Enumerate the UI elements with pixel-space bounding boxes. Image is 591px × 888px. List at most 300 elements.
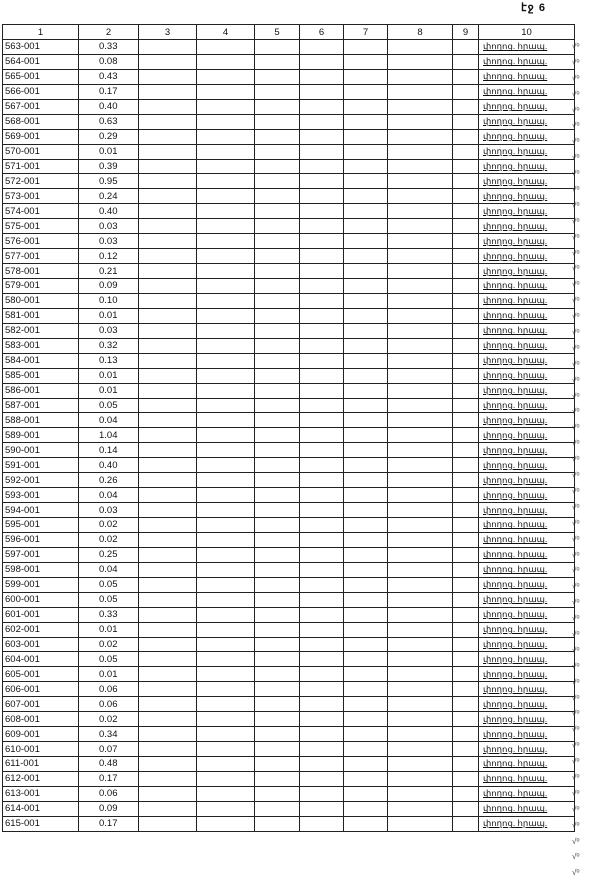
empty-cell	[344, 383, 388, 398]
margin-check-mark: √⁰	[572, 629, 580, 639]
parcel-id-cell: 577-001	[3, 249, 79, 264]
empty-cell	[255, 204, 300, 219]
margin-check-mark: √⁰	[572, 550, 580, 560]
header-row	[3, 25, 575, 40]
empty-cell	[197, 562, 255, 577]
usage-note-cell: փողոց. հրապ.	[479, 816, 575, 831]
margin-check-mark: √⁰	[572, 836, 580, 846]
empty-cell	[139, 712, 197, 727]
empty-cell	[255, 458, 300, 473]
table-row	[3, 473, 575, 488]
empty-cell	[197, 40, 255, 55]
empty-cell	[197, 727, 255, 742]
empty-cell	[300, 577, 344, 592]
parcel-id-cell: 611-001	[3, 757, 79, 772]
empty-cell	[139, 637, 197, 652]
area-value-cell: 0.05	[79, 592, 139, 607]
empty-cell	[344, 54, 388, 69]
margin-check-mark: √⁰	[572, 312, 580, 322]
area-value-cell: 0.04	[79, 413, 139, 428]
area-value-cell: 0.05	[79, 398, 139, 413]
parcel-id-cell: 579-001	[3, 279, 79, 294]
usage-note-cell: փողոց. հրապ.	[479, 443, 575, 458]
empty-cell	[344, 607, 388, 622]
empty-cell	[197, 54, 255, 69]
empty-cell	[453, 712, 479, 727]
usage-note-cell: փողոց. հրապ.	[479, 54, 575, 69]
table-row	[3, 308, 575, 323]
parcel-id-cell: 566-001	[3, 84, 79, 99]
empty-cell	[300, 84, 344, 99]
margin-check-mark: √⁰	[572, 375, 580, 385]
table-row	[3, 532, 575, 547]
empty-cell	[255, 338, 300, 353]
area-value-cell: 0.03	[79, 323, 139, 338]
area-value-cell: 0.01	[79, 368, 139, 383]
empty-cell	[344, 40, 388, 55]
area-value-cell: 0.01	[79, 308, 139, 323]
empty-cell	[388, 114, 453, 129]
table-row	[3, 219, 575, 234]
empty-cell	[388, 518, 453, 533]
empty-cell	[344, 114, 388, 129]
empty-cell	[453, 159, 479, 174]
margin-check-mark: √⁰	[572, 407, 580, 417]
land-parcel-table	[2, 24, 575, 832]
empty-cell	[388, 503, 453, 518]
empty-cell	[197, 771, 255, 786]
empty-cell	[344, 592, 388, 607]
table-row	[3, 547, 575, 562]
margin-check-mark: √⁰	[572, 693, 580, 703]
column-header-10: 10	[479, 25, 575, 40]
empty-cell	[255, 114, 300, 129]
empty-cell	[344, 264, 388, 279]
empty-cell	[344, 458, 388, 473]
empty-cell	[300, 458, 344, 473]
empty-cell	[139, 234, 197, 249]
empty-cell	[388, 801, 453, 816]
empty-cell	[388, 308, 453, 323]
empty-cell	[300, 353, 344, 368]
empty-cell	[453, 338, 479, 353]
table-row	[3, 592, 575, 607]
parcel-id-cell: 565-001	[3, 69, 79, 84]
area-value-cell: 0.10	[79, 293, 139, 308]
empty-cell	[300, 562, 344, 577]
empty-cell	[255, 428, 300, 443]
usage-note-cell: փողոց. հրապ.	[479, 622, 575, 637]
margin-check-mark: √⁰	[572, 502, 580, 512]
parcel-id-cell: 614-001	[3, 801, 79, 816]
parcel-id-cell: 563-001	[3, 40, 79, 55]
empty-cell	[300, 592, 344, 607]
empty-cell	[453, 84, 479, 99]
empty-cell	[197, 742, 255, 757]
empty-cell	[139, 368, 197, 383]
empty-cell	[344, 577, 388, 592]
table-row	[3, 383, 575, 398]
empty-cell	[255, 742, 300, 757]
margin-check-mark: √⁰	[572, 42, 580, 51]
parcel-id-cell: 594-001	[3, 503, 79, 518]
area-value-cell: 0.26	[79, 473, 139, 488]
empty-cell	[300, 413, 344, 428]
empty-cell	[255, 40, 300, 55]
margin-check-mark: √⁰	[572, 137, 580, 147]
empty-cell	[453, 293, 479, 308]
area-value-cell: 0.43	[79, 69, 139, 84]
empty-cell	[344, 547, 388, 562]
empty-cell	[139, 532, 197, 547]
parcel-id-cell: 610-001	[3, 742, 79, 757]
empty-cell	[300, 637, 344, 652]
margin-check-mark: √⁰	[572, 661, 580, 671]
empty-cell	[139, 577, 197, 592]
empty-cell	[197, 443, 255, 458]
empty-cell	[388, 40, 453, 55]
empty-cell	[139, 562, 197, 577]
table-row	[3, 323, 575, 338]
empty-cell	[388, 54, 453, 69]
margin-check-mark: √⁰	[572, 804, 580, 814]
empty-cell	[300, 144, 344, 159]
empty-cell	[300, 54, 344, 69]
empty-cell	[388, 368, 453, 383]
empty-cell	[139, 607, 197, 622]
margin-check-mark: √⁰	[572, 248, 580, 258]
empty-cell	[300, 428, 344, 443]
page-number-label: էջ 6	[521, 2, 546, 14]
parcel-id-cell: 602-001	[3, 622, 79, 637]
usage-note-cell: փողոց. հրապ.	[479, 532, 575, 547]
usage-note-cell: փողոց. հրապ.	[479, 712, 575, 727]
empty-cell	[139, 458, 197, 473]
usage-note-cell: փողոց. հրապ.	[479, 144, 575, 159]
table-row	[3, 622, 575, 637]
usage-note-cell: փողոց. հրապ.	[479, 279, 575, 294]
margin-check-mark: √⁰	[572, 741, 580, 751]
empty-cell	[344, 84, 388, 99]
empty-cell	[255, 159, 300, 174]
usage-note-cell: փողոց. հրապ.	[479, 293, 575, 308]
empty-cell	[255, 816, 300, 831]
margin-check-mark: √⁰	[572, 582, 580, 592]
table-row	[3, 443, 575, 458]
empty-cell	[453, 443, 479, 458]
empty-cell	[388, 264, 453, 279]
empty-cell	[197, 473, 255, 488]
table-row	[3, 652, 575, 667]
table-row	[3, 279, 575, 294]
empty-cell	[453, 129, 479, 144]
margin-check-mark: √⁰	[572, 57, 580, 67]
empty-cell	[453, 114, 479, 129]
empty-cell	[255, 249, 300, 264]
table-row	[3, 54, 575, 69]
usage-note-cell: փողոց. հրապ.	[479, 592, 575, 607]
margin-check-mark: √⁰	[572, 200, 580, 210]
empty-cell	[344, 398, 388, 413]
empty-cell	[255, 727, 300, 742]
table-row	[3, 458, 575, 473]
empty-cell	[344, 234, 388, 249]
empty-cell	[139, 189, 197, 204]
empty-cell	[388, 607, 453, 622]
empty-cell	[197, 458, 255, 473]
empty-cell	[300, 99, 344, 114]
area-value-cell: 0.01	[79, 622, 139, 637]
empty-cell	[388, 712, 453, 727]
parcel-id-cell: 604-001	[3, 652, 79, 667]
empty-cell	[255, 532, 300, 547]
margin-check-mark: √⁰	[572, 328, 580, 338]
table-row	[3, 801, 575, 816]
column-header-9: 9	[453, 25, 479, 40]
empty-cell	[344, 219, 388, 234]
empty-cell	[300, 264, 344, 279]
empty-cell	[453, 503, 479, 518]
empty-cell	[453, 562, 479, 577]
area-value-cell: 0.39	[79, 159, 139, 174]
empty-cell	[139, 293, 197, 308]
empty-cell	[388, 144, 453, 159]
empty-cell	[388, 727, 453, 742]
empty-cell	[453, 637, 479, 652]
area-value-cell: 0.17	[79, 816, 139, 831]
empty-cell	[300, 293, 344, 308]
area-value-cell: 0.40	[79, 204, 139, 219]
empty-cell	[255, 54, 300, 69]
area-value-cell: 0.24	[79, 189, 139, 204]
usage-note-cell: փողոց. հրապ.	[479, 69, 575, 84]
area-value-cell: 0.03	[79, 234, 139, 249]
usage-note-cell: փողոց. հրապ.	[479, 637, 575, 652]
empty-cell	[300, 129, 344, 144]
empty-cell	[453, 652, 479, 667]
empty-cell	[344, 712, 388, 727]
empty-cell	[255, 473, 300, 488]
column-header-4: 4	[197, 25, 255, 40]
area-value-cell: 0.06	[79, 697, 139, 712]
empty-cell	[300, 667, 344, 682]
empty-cell	[453, 99, 479, 114]
empty-cell	[300, 518, 344, 533]
empty-cell	[344, 413, 388, 428]
empty-cell	[139, 204, 197, 219]
empty-cell	[344, 532, 388, 547]
empty-cell	[300, 503, 344, 518]
margin-check-mark: √⁰	[572, 391, 580, 401]
empty-cell	[344, 771, 388, 786]
table-row	[3, 129, 575, 144]
parcel-id-cell: 564-001	[3, 54, 79, 69]
table-row	[3, 189, 575, 204]
usage-note-cell: փողոց. հրապ.	[479, 518, 575, 533]
empty-cell	[197, 114, 255, 129]
empty-cell	[139, 592, 197, 607]
area-value-cell: 0.12	[79, 249, 139, 264]
empty-cell	[197, 637, 255, 652]
table-row	[3, 577, 575, 592]
area-value-cell: 0.13	[79, 353, 139, 368]
empty-cell	[388, 488, 453, 503]
column-header-6: 6	[300, 25, 344, 40]
usage-note-cell: փողոց. հրապ.	[479, 84, 575, 99]
usage-note-cell: փողոց. հրապ.	[479, 547, 575, 562]
margin-check-mark: √⁰	[572, 359, 580, 369]
margin-check-mark: √⁰	[572, 296, 580, 306]
table-row	[3, 353, 575, 368]
usage-note-cell: փողոց. հրապ.	[479, 174, 575, 189]
empty-cell	[255, 622, 300, 637]
empty-cell	[255, 144, 300, 159]
area-value-cell: 0.48	[79, 757, 139, 772]
empty-cell	[388, 293, 453, 308]
empty-cell	[197, 592, 255, 607]
margin-check-mark: √⁰	[572, 534, 580, 544]
empty-cell	[453, 488, 479, 503]
usage-note-cell: փողոց. հրապ.	[479, 219, 575, 234]
empty-cell	[255, 503, 300, 518]
usage-note-cell: փողոց. հրապ.	[479, 264, 575, 279]
empty-cell	[300, 249, 344, 264]
empty-cell	[139, 801, 197, 816]
empty-cell	[255, 174, 300, 189]
margin-check-mark: √⁰	[572, 852, 580, 862]
table-row	[3, 398, 575, 413]
empty-cell	[344, 189, 388, 204]
empty-cell	[255, 786, 300, 801]
parcel-id-cell: 599-001	[3, 577, 79, 592]
empty-cell	[197, 428, 255, 443]
parcel-id-cell: 596-001	[3, 532, 79, 547]
empty-cell	[388, 413, 453, 428]
empty-cell	[139, 383, 197, 398]
empty-cell	[300, 682, 344, 697]
area-value-cell: 0.01	[79, 144, 139, 159]
empty-cell	[255, 383, 300, 398]
empty-cell	[255, 368, 300, 383]
usage-note-cell: փողոց. հրապ.	[479, 786, 575, 801]
empty-cell	[344, 682, 388, 697]
parcel-id-cell: 576-001	[3, 234, 79, 249]
empty-cell	[139, 279, 197, 294]
margin-check-mark: √⁰	[572, 105, 580, 115]
column-header-1: 1	[3, 25, 79, 40]
empty-cell	[344, 174, 388, 189]
empty-cell	[388, 443, 453, 458]
parcel-id-cell: 567-001	[3, 99, 79, 114]
area-value-cell: 0.33	[79, 607, 139, 622]
empty-cell	[197, 234, 255, 249]
usage-note-cell: փողոց. հրապ.	[479, 383, 575, 398]
empty-cell	[344, 727, 388, 742]
parcel-id-cell: 578-001	[3, 264, 79, 279]
parcel-id-cell: 584-001	[3, 353, 79, 368]
empty-cell	[197, 488, 255, 503]
empty-cell	[453, 189, 479, 204]
margin-check-mark: √⁰	[572, 185, 580, 195]
empty-cell	[453, 398, 479, 413]
empty-cell	[388, 667, 453, 682]
empty-cell	[344, 368, 388, 383]
empty-cell	[139, 40, 197, 55]
empty-cell	[255, 219, 300, 234]
empty-cell	[300, 189, 344, 204]
empty-cell	[255, 757, 300, 772]
table-row	[3, 682, 575, 697]
empty-cell	[139, 518, 197, 533]
usage-note-cell: փողոց. հրապ.	[479, 458, 575, 473]
empty-cell	[388, 786, 453, 801]
empty-cell	[453, 40, 479, 55]
empty-cell	[300, 204, 344, 219]
empty-cell	[300, 368, 344, 383]
empty-cell	[197, 144, 255, 159]
empty-cell	[255, 637, 300, 652]
empty-cell	[453, 219, 479, 234]
empty-cell	[300, 219, 344, 234]
empty-cell	[139, 428, 197, 443]
empty-cell	[197, 607, 255, 622]
table-row	[3, 368, 575, 383]
table-row	[3, 40, 575, 55]
empty-cell	[139, 264, 197, 279]
empty-cell	[300, 338, 344, 353]
empty-cell	[344, 488, 388, 503]
usage-note-cell: փողոց. հրապ.	[479, 771, 575, 786]
empty-cell	[388, 219, 453, 234]
empty-cell	[453, 428, 479, 443]
empty-cell	[388, 338, 453, 353]
empty-cell	[139, 727, 197, 742]
empty-cell	[139, 114, 197, 129]
empty-cell	[388, 234, 453, 249]
margin-check-mark: √⁰	[572, 566, 580, 576]
table-row	[3, 771, 575, 786]
empty-cell	[255, 682, 300, 697]
empty-cell	[453, 308, 479, 323]
empty-cell	[388, 757, 453, 772]
margin-check-mark: √⁰	[572, 788, 580, 798]
empty-cell	[255, 323, 300, 338]
area-value-cell: 0.06	[79, 682, 139, 697]
table-row	[3, 144, 575, 159]
empty-cell	[453, 473, 479, 488]
empty-cell	[300, 323, 344, 338]
margin-check-mark: √⁰	[572, 471, 580, 481]
empty-cell	[344, 353, 388, 368]
area-value-cell: 0.04	[79, 562, 139, 577]
empty-cell	[139, 54, 197, 69]
column-header-3: 3	[139, 25, 197, 40]
empty-cell	[388, 562, 453, 577]
empty-cell	[255, 69, 300, 84]
parcel-id-cell: 601-001	[3, 607, 79, 622]
empty-cell	[453, 204, 479, 219]
empty-cell	[388, 577, 453, 592]
empty-cell	[300, 398, 344, 413]
empty-cell	[197, 697, 255, 712]
empty-cell	[255, 353, 300, 368]
column-header-8: 8	[388, 25, 453, 40]
parcel-id-cell: 607-001	[3, 697, 79, 712]
area-value-cell: 0.34	[79, 727, 139, 742]
parcel-id-cell: 612-001	[3, 771, 79, 786]
empty-cell	[139, 159, 197, 174]
empty-cell	[255, 293, 300, 308]
